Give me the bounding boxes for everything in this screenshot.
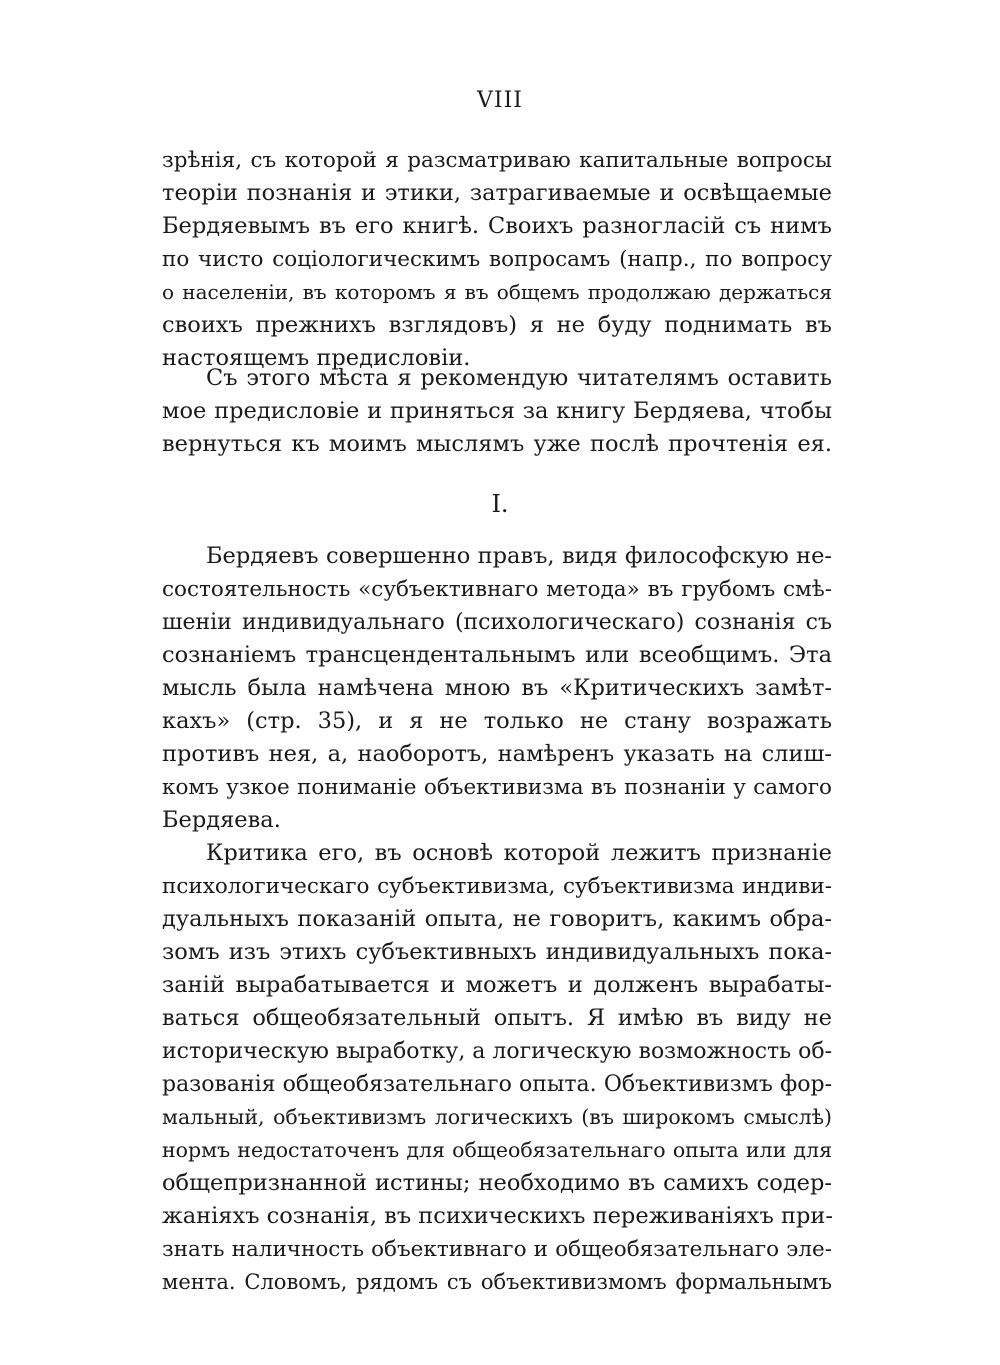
text-line: мое предисловіе и приняться за книгу Бердяева, чтобы [162,398,832,424]
text-line: Съ этого мѣста я рекомендую читателямъ оставить [206,365,832,391]
text-line: сознаніемъ трансцендентальнымъ или всеобщимъ. Эта [162,642,832,668]
page-number: VIII [477,88,523,113]
text-line: мента. Словомъ, рядомъ съ объективизмомъ формальнымъ [162,1270,832,1294]
text-line: своихъ прежнихъ взглядовъ) я не буду поднимать въ [162,312,832,338]
section-body [162,540,832,1299]
text-line: вернуться къ моимъ мыслямъ уже послѣ прочтенія ея. [162,431,832,457]
text-line: ваться общеобязательный опытъ. Я имѣю въ виду не [162,1005,832,1031]
text-line: зомъ изъ этихъ субъективныхъ индивидуальныхъ пока- [162,939,832,965]
text-line: общепризнанной истины; необходимо въ самихъ содер- [162,1170,832,1196]
text-line: Бердяевъ совершенно правъ, видя философскую не- [206,543,832,569]
text-line: жаніяхъ сознанія, въ психическихъ переживаніяхъ при- [162,1203,833,1229]
text-line: теоріи познанія и этики, затрагиваемые и освѣщаемые [162,180,832,206]
text-line: кахъ» (стр. 35), и я не только не стану возражать [162,708,832,734]
section-heading: I. [491,490,509,518]
text-line: о населеніи, въ которомъ я въ общемъ продолжаю держаться [162,280,832,304]
text-line: настоящемъ предисловіи. [162,345,471,371]
text-line: мальный, объективизмъ логическихъ (въ широкомъ смыслѣ) [162,1105,832,1129]
text-line: Критика его, въ основѣ которой лежитъ признаніе [206,840,832,866]
text-line: мысль была намѣчена мною въ «Критическихъ замѣт- [162,675,832,701]
text-line: разованія общеобязательнаго опыта. Объективизмъ фор- [162,1072,832,1097]
text-line: заній вырабатывается и можетъ и долженъ вырабаты- [162,972,832,998]
paragraph-recommendation [162,362,832,461]
paragraph-critique [162,837,832,1299]
text-line: знать наличность объективнаго и общеобязательнаго эле- [162,1237,832,1262]
text-line: психологическаго субъективизма, субъективизма индиви- [162,874,832,899]
text-line: дуальныхъ показаній опыта, не говоритъ, какимъ обра- [162,906,832,932]
text-line: по чисто соціологическимъ вопросамъ (напр., по вопросу [162,247,832,272]
text-line: нормъ недостаточенъ для общеобязательнаго опыта или для [162,1138,832,1162]
paragraph-continuation [162,144,832,375]
text-line: историческую выработку, а логическую возможность об- [162,1039,833,1064]
paragraph-berdyaev [162,540,832,837]
text-line: Бердяевымъ въ его книгѣ. Своихъ разногласій съ нимъ [162,213,832,239]
text-line: противъ нея, а, наоборотъ, намѣренъ указать на слиш- [162,741,832,767]
text-line: зрѣнія, съ которой я разсматриваю капитальные вопросы [162,148,832,173]
text-line: состоятельность «субъективнаго метода» въ грубомъ смѣ- [162,577,832,602]
text-line: шеніи индивидуальнаго (психологическаго) сознанія съ [162,610,832,635]
text-line: Бердяева. [162,807,281,833]
text-line: комъ узкое пониманіе объективизма въ познаніи у самого [162,775,832,800]
